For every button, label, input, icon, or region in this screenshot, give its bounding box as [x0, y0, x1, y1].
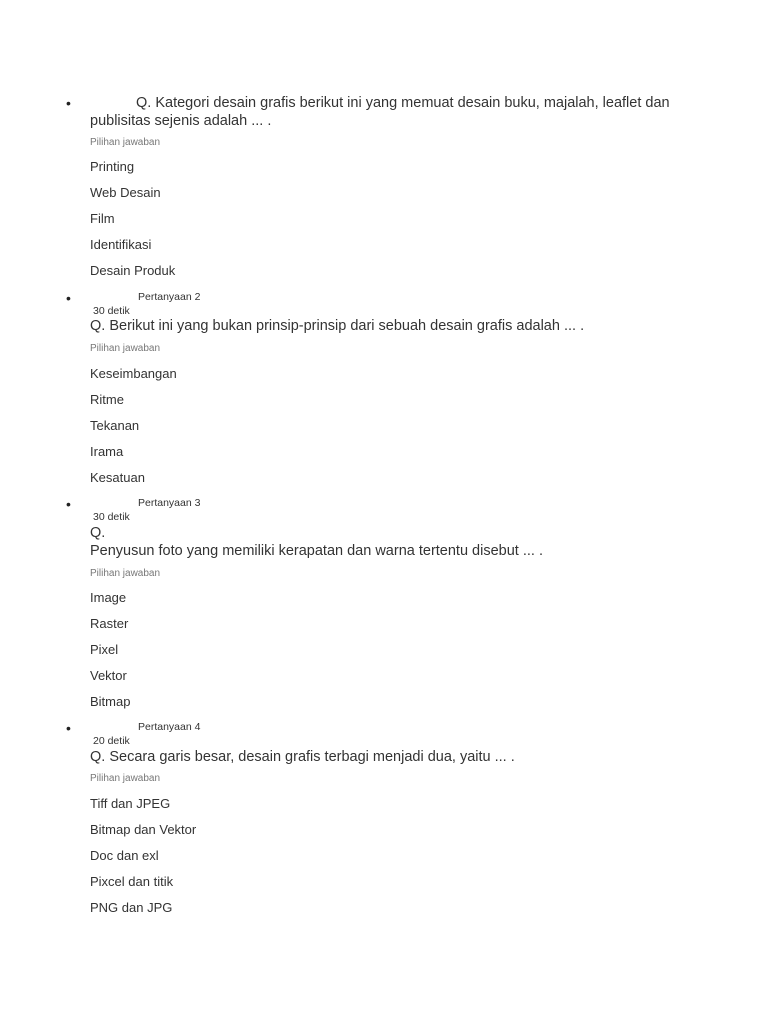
- answer-option[interactable]: PNG dan JPG: [90, 900, 173, 915]
- list-bullet: •: [66, 95, 71, 111]
- answer-option[interactable]: Web Desain: [90, 185, 161, 200]
- question-timer: 30 detik: [93, 511, 130, 523]
- choices-label: Pilihan jawaban: [90, 343, 161, 354]
- question-number: Pertanyaan 2: [138, 291, 201, 303]
- answer-option[interactable]: Ritme: [90, 392, 124, 407]
- question-body: Berikut ini yang bukan prinsip-prinsip dari sebuah desain grafis adalah ... .: [109, 318, 585, 334]
- answer-option[interactable]: Bitmap: [90, 694, 131, 709]
- question-body: Secara garis besar, desain grafis terbagi menjadi dua, yaitu ... .: [109, 749, 515, 765]
- choices-label: Pilihan jawaban: [90, 568, 161, 579]
- question-prefix: Q.: [90, 525, 106, 541]
- answer-option[interactable]: Raster: [90, 616, 129, 631]
- answer-option[interactable]: Tiff dan JPEG: [90, 796, 171, 811]
- answer-option[interactable]: Bitmap dan Vektor: [90, 822, 197, 837]
- answer-option[interactable]: Kesatuan: [90, 470, 145, 485]
- question-prefix: Q.: [90, 318, 106, 334]
- answer-option[interactable]: Desain Produk: [90, 263, 176, 278]
- question-text: [90, 94, 690, 130]
- question-text: [90, 524, 690, 560]
- question-prefix: Q.: [136, 95, 152, 111]
- choices-label: Pilihan jawaban: [90, 773, 161, 784]
- answer-option[interactable]: Doc dan exl: [90, 848, 159, 863]
- answer-option[interactable]: Pixel: [90, 642, 119, 657]
- answer-option[interactable]: Printing: [90, 159, 135, 174]
- question-timer: 30 detik: [93, 305, 130, 317]
- choices-label: Pilihan jawaban: [90, 137, 161, 148]
- answer-option[interactable]: Tekanan: [90, 418, 140, 433]
- question-number: Pertanyaan 4: [138, 721, 201, 733]
- answer-option[interactable]: Irama: [90, 444, 124, 459]
- list-bullet: •: [66, 496, 71, 512]
- question-prefix: Q.: [90, 749, 106, 765]
- answer-option[interactable]: Identifikasi: [90, 237, 152, 252]
- question-timer: 20 detik: [93, 735, 130, 747]
- question-body: Kategori desain grafis berikut ini yang memuat desain buku, majalah, leaflet dan publisitas sejenis adalah ... .: [90, 95, 670, 129]
- question-number: Pertanyaan 3: [138, 497, 201, 509]
- answer-option[interactable]: Keseimbangan: [90, 366, 177, 381]
- question-body: Penyusun foto yang memiliki kerapatan dan warna tertentu disebut ... .: [90, 543, 543, 559]
- question-text: [90, 748, 690, 766]
- answer-option[interactable]: Film: [90, 211, 115, 226]
- question-text: [90, 317, 690, 335]
- list-bullet: •: [66, 720, 71, 736]
- answer-option[interactable]: Pixcel dan titik: [90, 874, 174, 889]
- answer-option[interactable]: Vektor: [90, 668, 127, 683]
- list-bullet: •: [66, 290, 71, 306]
- answer-option[interactable]: Image: [90, 590, 127, 605]
